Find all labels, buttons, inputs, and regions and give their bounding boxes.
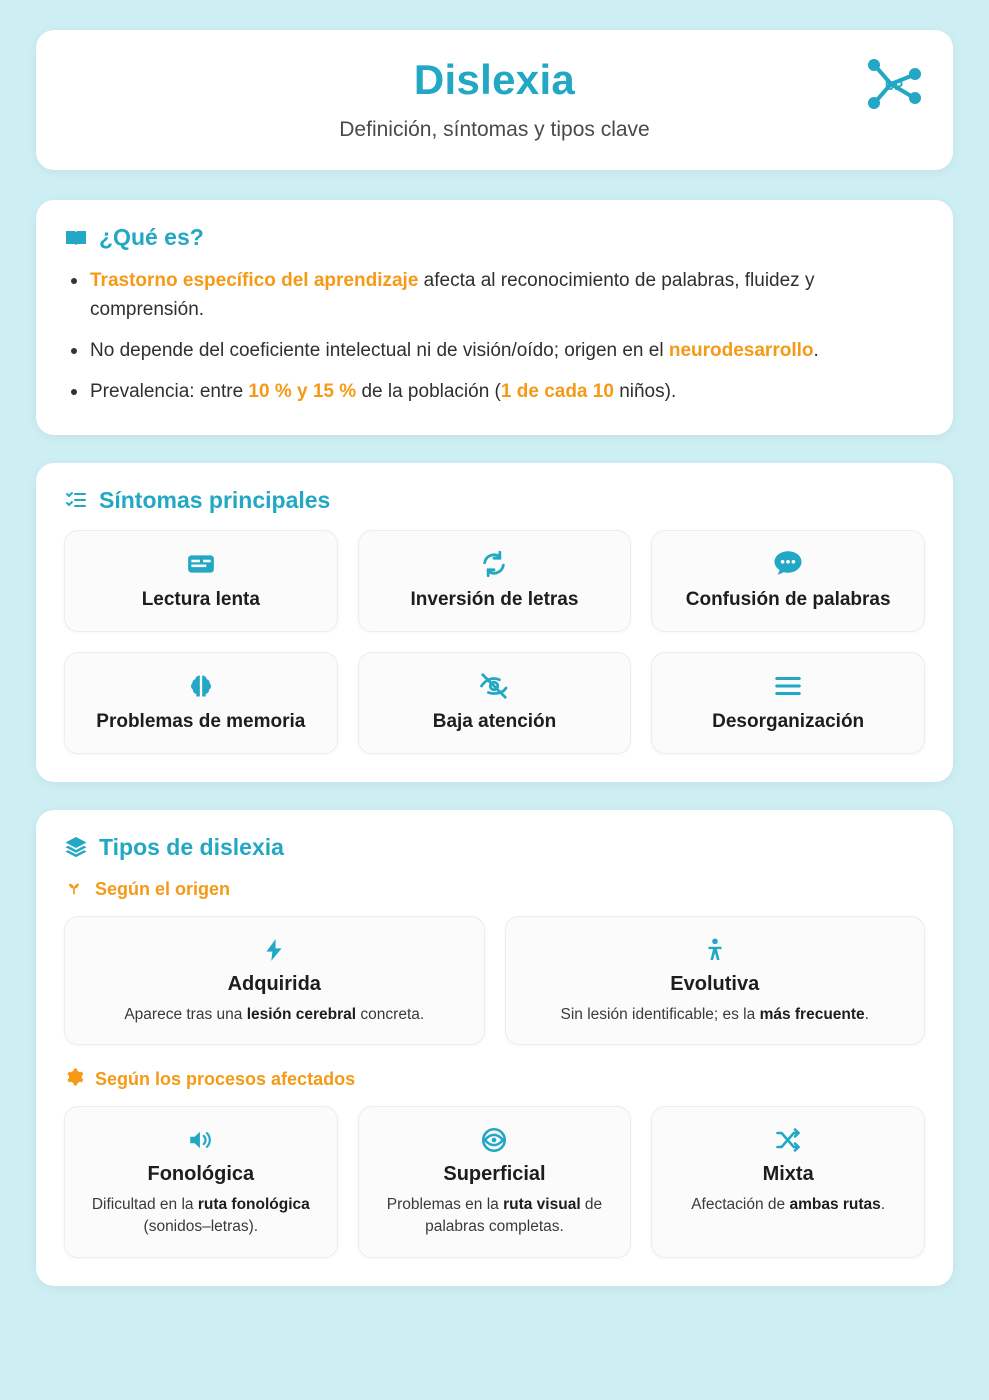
symptom-card bbox=[64, 530, 338, 632]
types-group-title: Según el origen bbox=[95, 878, 231, 899]
type-card bbox=[64, 1106, 338, 1258]
desc-text: Dificultad en la bbox=[91, 1195, 198, 1213]
symptom-label: Problemas de memoria bbox=[96, 710, 306, 732]
bullet-text: afecta al reconocimiento de palabras, fluidez y comprensión. bbox=[90, 270, 815, 320]
type-card bbox=[505, 916, 926, 1045]
lines-icon bbox=[662, 671, 914, 701]
desc-text: Problemas en la bbox=[386, 1195, 504, 1213]
type-description bbox=[520, 1004, 911, 1026]
symptoms-section bbox=[36, 463, 953, 782]
desc-text: Sin lesión identificable; es la bbox=[560, 1005, 760, 1023]
desc-text: (sonidos–letras). bbox=[143, 1218, 259, 1236]
types-origin-grid bbox=[64, 916, 925, 1045]
bullet-text: de la población ( bbox=[356, 380, 501, 402]
brain-icon bbox=[75, 671, 327, 701]
symptom-card bbox=[64, 652, 338, 754]
symptom-label: Desorganización bbox=[712, 710, 865, 732]
desc-text: de palabras completas. bbox=[425, 1195, 603, 1236]
desc-text: . bbox=[864, 1005, 869, 1023]
refresh-cycle-icon bbox=[369, 549, 621, 579]
bullet-text: niños). bbox=[613, 380, 677, 402]
types-group-title-row bbox=[64, 877, 925, 902]
molecule-logo-icon bbox=[861, 54, 927, 116]
child-person-icon bbox=[520, 935, 911, 965]
list-item bbox=[64, 378, 925, 407]
speaker-sound-icon bbox=[79, 1125, 323, 1155]
type-name: Adquirida bbox=[227, 972, 321, 995]
symptom-card bbox=[651, 652, 925, 754]
symptom-label: Lectura lenta bbox=[141, 588, 260, 610]
desc-text: concreta. bbox=[356, 1005, 425, 1023]
bullet-highlight: Trastorno específico del aprendizaje bbox=[90, 270, 419, 291]
desc-text: Aparece tras una bbox=[124, 1005, 247, 1023]
desc-bold: más frecuente bbox=[759, 1005, 865, 1023]
desc-bold: ruta visual bbox=[503, 1195, 581, 1213]
symptom-card bbox=[358, 652, 632, 754]
type-name: Mixta bbox=[762, 1162, 814, 1185]
page-subtitle: Definición, síntomas y tipos clave bbox=[339, 118, 650, 141]
what-is-list bbox=[64, 267, 925, 407]
types-section bbox=[36, 810, 953, 1286]
type-card bbox=[358, 1106, 632, 1258]
layers-icon bbox=[64, 835, 88, 859]
eye-off-icon bbox=[369, 671, 621, 701]
what-is-title: ¿Qué es? bbox=[99, 224, 204, 250]
sprout-icon bbox=[64, 877, 84, 902]
list-item bbox=[64, 337, 925, 366]
what-is-title-row bbox=[64, 224, 925, 251]
type-name: Evolutiva bbox=[670, 972, 760, 995]
desc-bold: ruta fonológica bbox=[197, 1195, 310, 1213]
desc-bold: ambas rutas bbox=[789, 1195, 881, 1213]
type-name: Fonológica bbox=[147, 1162, 255, 1185]
what-is-section bbox=[36, 200, 953, 435]
bullet-highlight: neurodesarrollo bbox=[668, 339, 814, 361]
header-card bbox=[36, 30, 953, 170]
reading-card-icon bbox=[75, 549, 327, 579]
symptom-card bbox=[651, 530, 925, 632]
symptoms-title: Síntomas principales bbox=[99, 486, 331, 513]
eye-icon bbox=[373, 1125, 617, 1155]
type-name: Superficial bbox=[443, 1162, 546, 1185]
bullet-highlight: 1 de cada 10 bbox=[500, 380, 614, 402]
types-process-grid bbox=[64, 1106, 925, 1258]
symptom-label: Inversión de letras bbox=[410, 588, 579, 610]
type-description bbox=[666, 1194, 910, 1216]
gear-icon bbox=[64, 1067, 84, 1092]
symptom-card bbox=[358, 530, 632, 632]
types-group-title-row bbox=[64, 1067, 925, 1092]
type-description bbox=[373, 1194, 617, 1239]
types-title-row bbox=[64, 834, 925, 861]
symptom-label: Baja atención bbox=[432, 710, 557, 732]
lightning-bolt-icon bbox=[79, 935, 470, 965]
type-description bbox=[79, 1004, 470, 1026]
type-card bbox=[651, 1106, 925, 1258]
list-item bbox=[64, 267, 925, 325]
open-book-icon bbox=[64, 226, 88, 250]
bullet-text: . bbox=[813, 339, 819, 361]
symptoms-grid bbox=[64, 530, 925, 754]
shuffle-arrows-icon bbox=[666, 1125, 910, 1155]
speech-bubble-icon bbox=[662, 549, 914, 579]
desc-text: . bbox=[880, 1195, 886, 1213]
bullet-highlight: 10 % y 15 % bbox=[248, 380, 357, 402]
type-description bbox=[79, 1194, 323, 1239]
bullet-text: Prevalencia: entre bbox=[90, 380, 249, 402]
checklist-icon bbox=[64, 488, 88, 512]
types-title: Tipos de dislexia bbox=[99, 833, 284, 860]
type-card bbox=[64, 916, 485, 1045]
bullet-text: No depende del coeficiente intelectual ni de visión/oído; origen en el bbox=[90, 339, 669, 361]
symptom-label: Confusión de palabras bbox=[685, 588, 891, 610]
page-title: Dislexia bbox=[413, 56, 576, 103]
symptoms-title-row bbox=[64, 487, 925, 514]
svg-text:UP: UP bbox=[884, 78, 904, 93]
types-group-title: Según los procesos afectados bbox=[95, 1068, 356, 1089]
desc-bold: lesión cerebral bbox=[246, 1005, 357, 1023]
desc-text: Afectación de bbox=[691, 1195, 790, 1213]
